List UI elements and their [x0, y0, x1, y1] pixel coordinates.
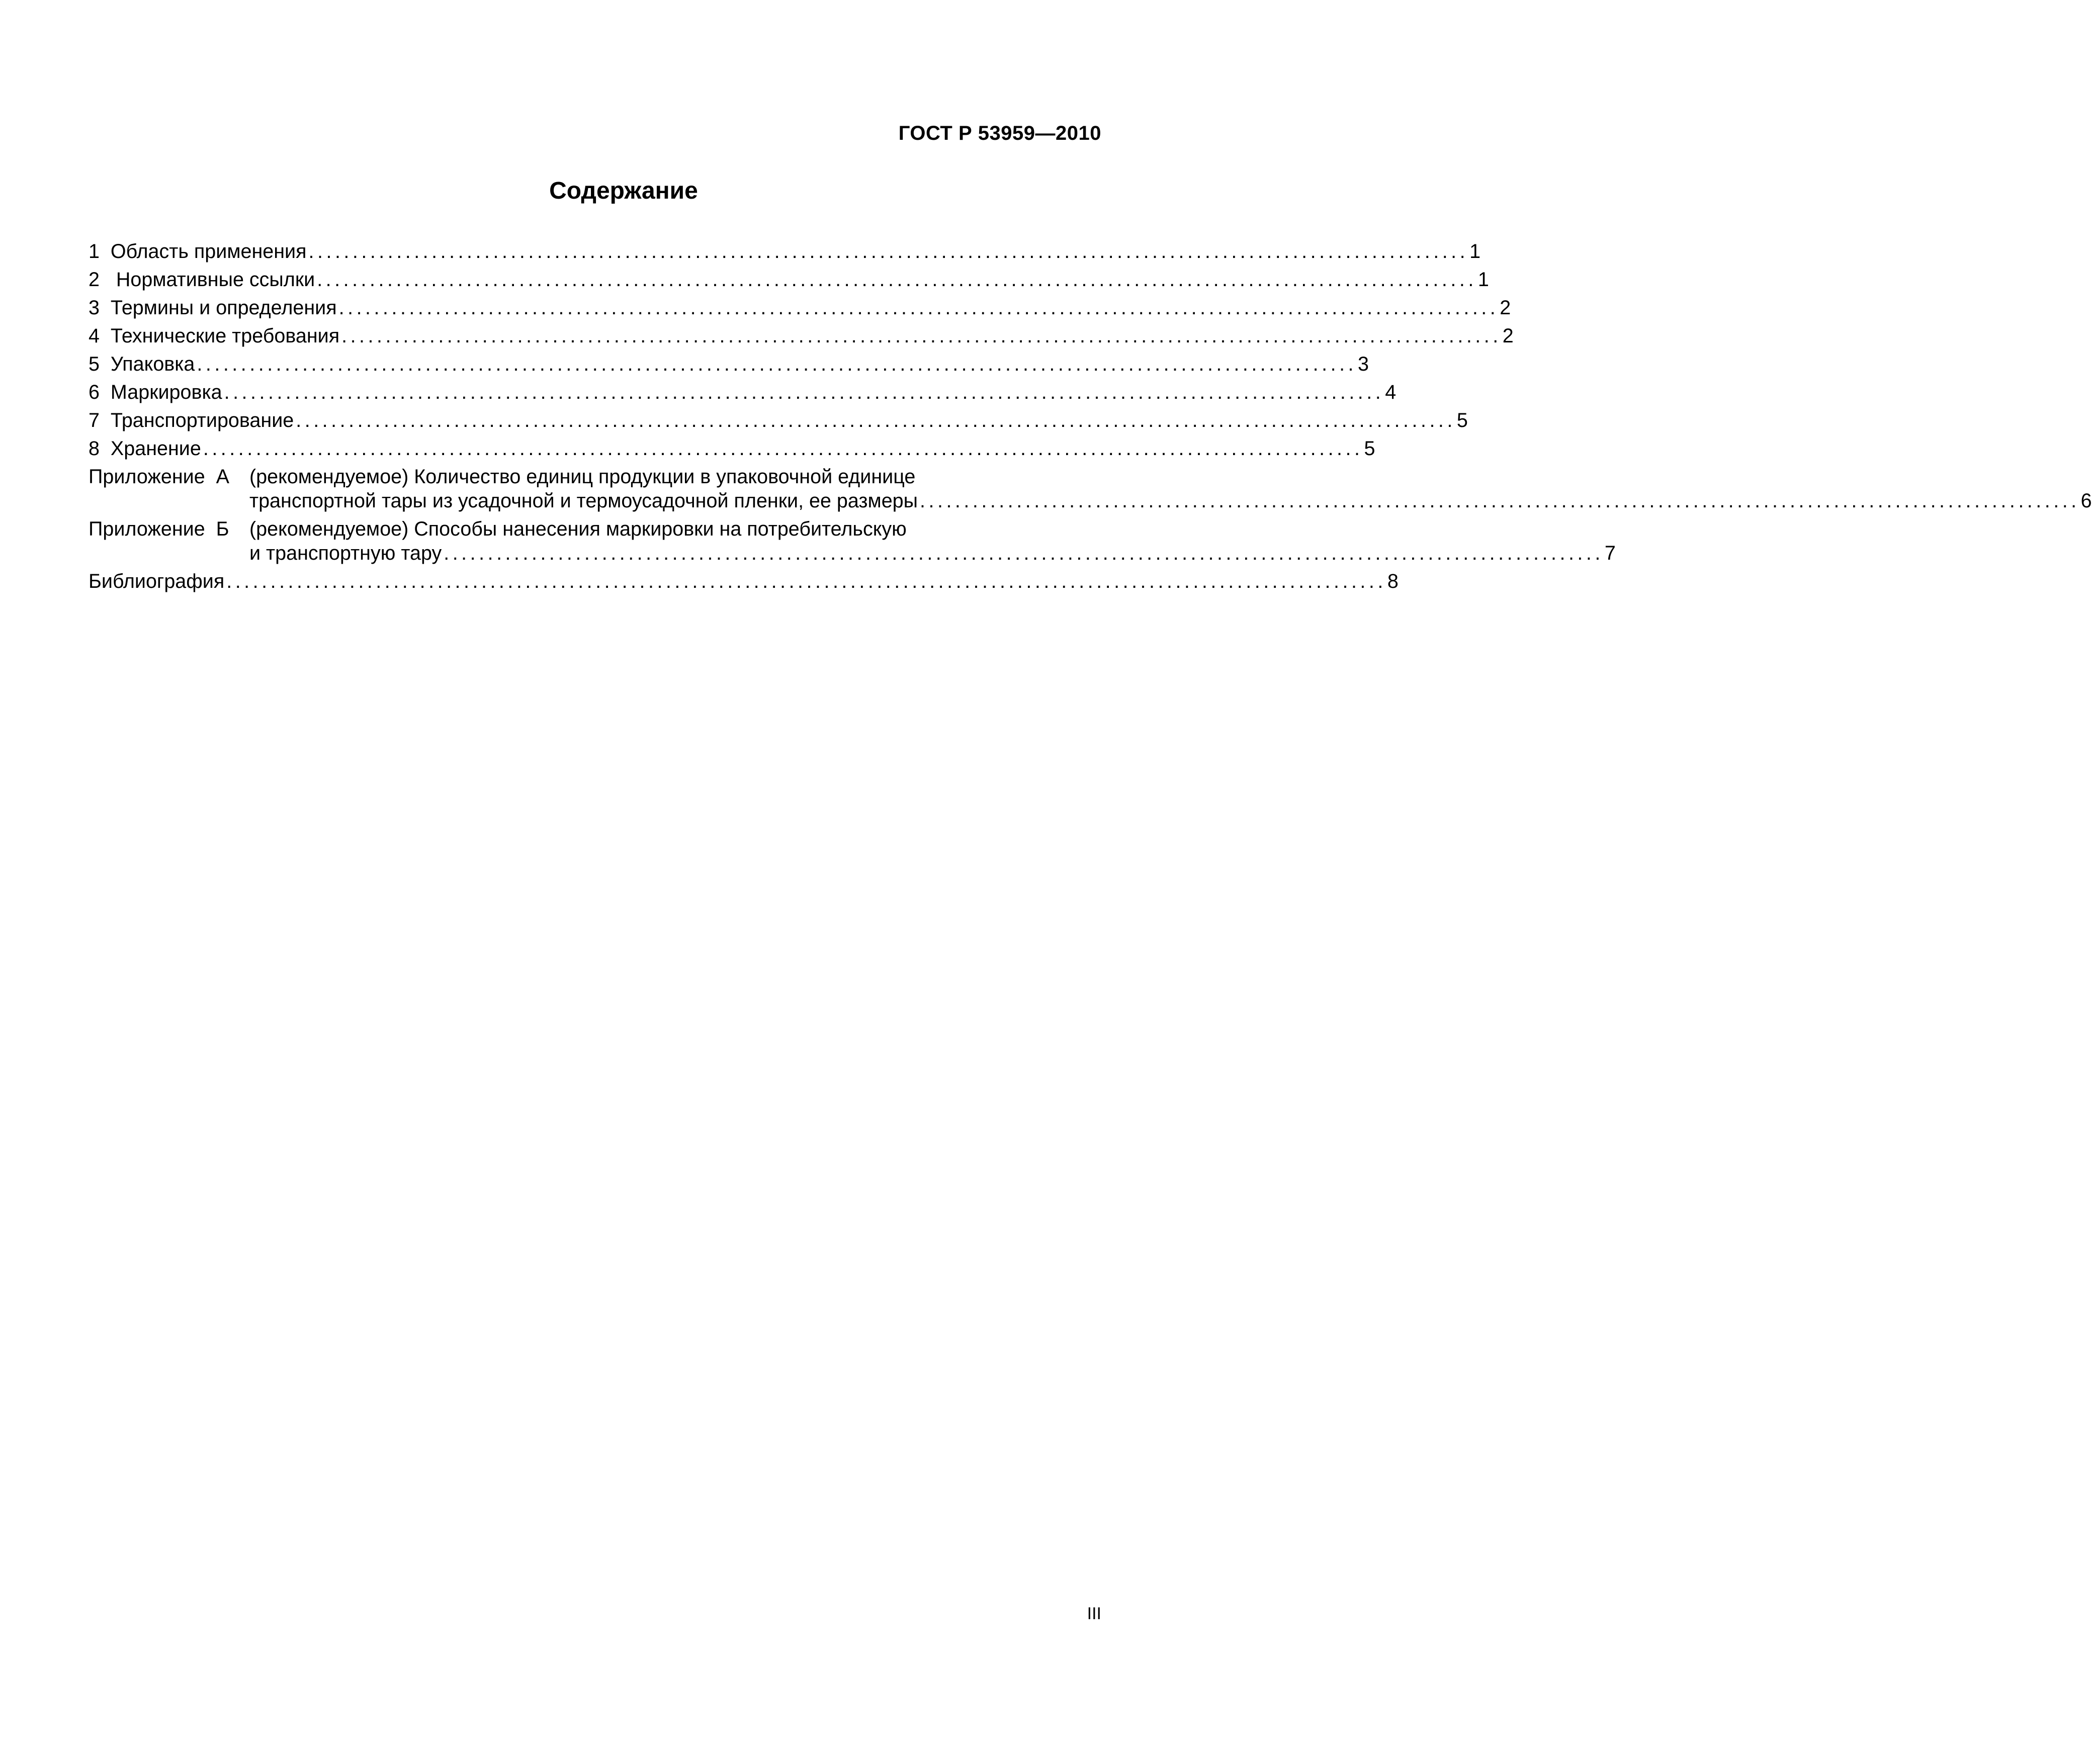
dot-leader: ....................................................................................................................................: [308, 240, 1469, 262]
toc-entry-title: Хранение: [110, 437, 201, 460]
toc-entry-page: 5: [1364, 437, 1375, 460]
toc-entry-title: Библиография: [89, 570, 225, 592]
toc-annex-b[interactable]: [89, 515, 1616, 567]
toc-entry-page: 4: [1385, 381, 1397, 403]
toc-entry-number: 4: [89, 325, 100, 347]
annex-title-line2: и транспортную тару: [249, 542, 442, 564]
toc-entry-number: 3: [89, 297, 100, 319]
toc-entry-page: 3: [1358, 353, 1369, 375]
dot-leader: ....................................................................................................................................: [197, 353, 1357, 375]
annex-label: Приложение Б: [89, 518, 229, 540]
toc-entry-6[interactable]: [89, 378, 1397, 406]
toc-entry-title: Термины и определения: [110, 297, 337, 319]
page-number: III: [1087, 1604, 1101, 1623]
toc-entry-5[interactable]: [89, 350, 1369, 378]
toc-entry-title: Маркировка: [110, 381, 222, 403]
toc-entry-7[interactable]: [89, 406, 1468, 434]
toc-entry-page: 1: [1469, 240, 1481, 262]
toc-entry-page: 2: [1502, 325, 1514, 347]
toc-entry-8[interactable]: [89, 434, 1375, 463]
dot-leader: ....................................................................................................................................: [444, 542, 1604, 564]
toc-entry-page: 8: [1387, 570, 1399, 592]
dot-leader: ....................................................................................................................................: [203, 437, 1363, 460]
dot-leader: ....................................................................................................................................: [341, 325, 1502, 347]
dot-leader: ....................................................................................................................................: [226, 570, 1386, 592]
toc-entry-title: Упаковка: [110, 353, 195, 375]
toc-entry-page: 1: [1477, 269, 1489, 291]
toc-entry-4[interactable]: [89, 322, 1514, 350]
toc-entry-number: 7: [89, 409, 100, 431]
toc-entry-page: 7: [1604, 542, 1616, 564]
toc-annex-a[interactable]: [89, 463, 2092, 515]
dot-leader: ....................................................................................................................................: [296, 409, 1456, 431]
document-code: ГОСТ Р 53959—2010: [898, 122, 1101, 144]
annex-label: Приложение А: [89, 466, 229, 488]
toc-entry-number: 1: [89, 240, 100, 262]
dot-leader: ....................................................................................................................................: [224, 381, 1384, 403]
toc-entry-2[interactable]: [89, 266, 1489, 294]
dot-leader: ....................................................................................................................................: [338, 297, 1499, 319]
toc-entry-number: 5: [89, 353, 100, 375]
toc-entry-3[interactable]: [89, 294, 1511, 322]
annex-title-line2: транспортной тары из усадочной и термоусадочной пленки, ее размеры: [249, 490, 918, 512]
annex-title-line1: (рекомендуемое) Способы нанесения маркировки на потребительскую: [249, 518, 907, 540]
table-of-contents: [89, 237, 2092, 595]
toc-entry-page: 5: [1456, 409, 1468, 431]
toc-entry-number: 8: [89, 437, 100, 460]
dot-leader: ....................................................................................................................................: [920, 490, 2080, 512]
toc-title: Содержание: [549, 178, 698, 204]
toc-entry-title: Нормативные ссылки: [110, 269, 315, 291]
toc-entry-number: 6: [89, 381, 100, 403]
annex-title-line1: (рекомендуемое) Количество единиц продукции в упаковочной единице: [249, 466, 916, 488]
toc-entry-page: 6: [2080, 490, 2092, 512]
toc-entry-1[interactable]: [89, 237, 1481, 266]
toc-entry-title: Технические требования: [110, 325, 340, 347]
dot-leader: ....................................................................................................................................: [317, 269, 1477, 291]
toc-entry-title: Транспортирование: [110, 409, 294, 431]
toc-entry-title: Область применения: [110, 240, 307, 262]
toc-entry-page: 2: [1500, 297, 1511, 319]
toc-entry-number: 2: [89, 269, 100, 291]
toc-bibliography[interactable]: [89, 567, 1399, 595]
